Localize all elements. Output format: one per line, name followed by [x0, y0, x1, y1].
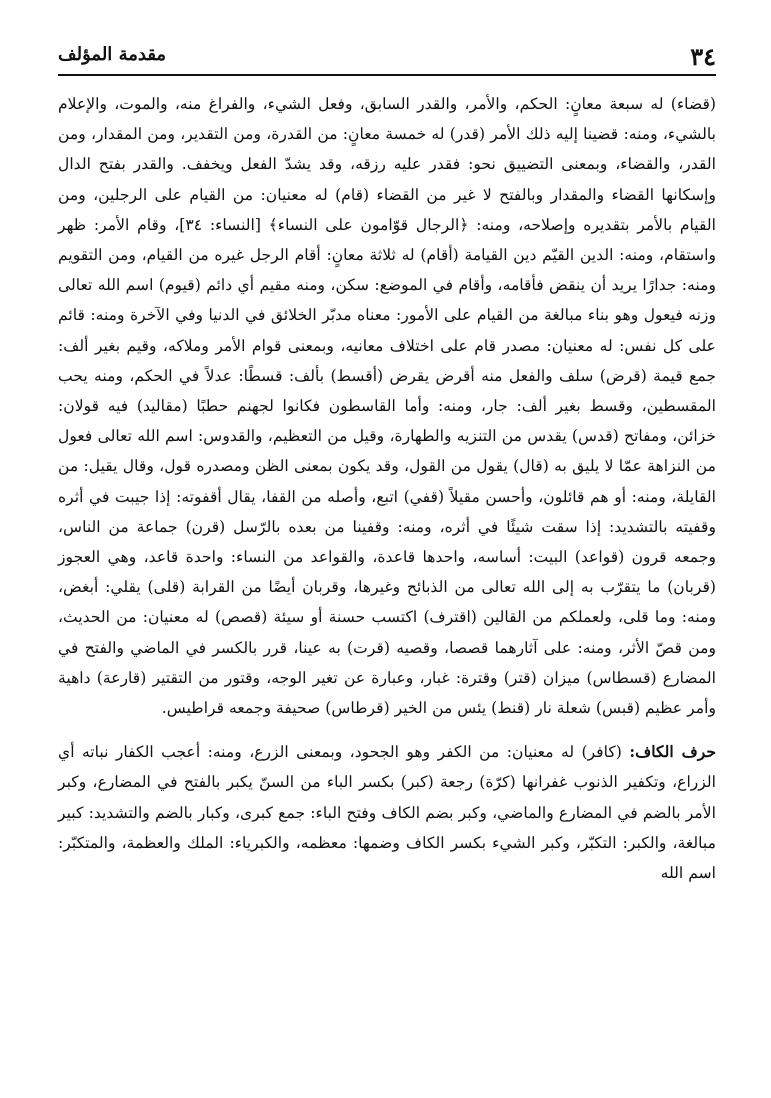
section-heading: حرف الكاف:	[629, 742, 716, 762]
page-header	[58, 40, 716, 76]
page-number: ٣٤	[690, 42, 716, 71]
section-text: (كافر) له معنيان: من الكفر وهو الجحود، وبمعنى الزرع، ومنه: أعجب الكفار نباته أي الزراع، وتكفير الذنوب غفرانها (كرّة) رجعة (كبر) بكسر الباء من السنّ يكبر بالفتح في المضارع، وكبر الأمر بالضم في المضارع والماضي، وكبر بضم الكاف وفتح الباء: جمع كبرى، وكبار بالضم والتشديد: كبير مبالغة، والكبر: التكبّر، وكبر الشيء بكسر الكاف وضمها: معظمه، والكبرياء: الملك والعظمة، والمتكبّر: اسم الله	[58, 743, 716, 883]
header-rule	[58, 74, 716, 76]
paragraph-qaf: (قضاء) له سبعة معانٍ: الحكم، والأمر، والقدر السابق، وفعل الشيء، والفراغ منه، والموت، والإعلام بالشيء، ومنه: قضينا إليه ذلك الأمر (قدر) له خمسة معانٍ: من القدرة، ومن التقدير، ومن المقدار، ومن القدر، والقضاء، وبمعنى التضييق نحو: فقدر عليه رزقه، وقد يشدّ الفعل ويخفف. والقدر بفتح الدال وإسكانها القضاء والمقدار وبالفتح لا غير من القضاء (قام) له معنيان: من القيام على الرجلين، ومن القيام بالأمر بتقديره وإصلاحه، ومنه: ﴿الرجال قوّامون على النساء﴾ [النساء: ٣٤]، وقام الأمر: ظهر واستقام، ومنه: الدين القيّم دين القيامة (أقام) له ثلاثة معانٍ: أقام الرجل غيره من القيام، ومن التقويم ومنه: جدارًا يريد أن ينقض فأقامه، وأقام في الموضع: سكن، ومنه مقيم أي دائم (قيوم) اسم الله تعالى وزنه فيعول وهو بناء مبالغة من القيام على الأمور: معناه مدبّر الخلائق في الدنيا وفي الآخرة ومنه: قائم على كل نفس: له معنيان: مصدر قام على اختلاف معانيه، وبمعنى قوام الأمر وملاكه، وقيم بغير ألف: جمع قيمة (قرض) سلف والفعل منه أقرض يقرض (أقسط) بألف: قسطًا: عدلاً في الحكم، ومنه يحب المقسطين، وقسط بغير ألف: جار، ومنه: وأما القاسطون فكانوا لجهنم حطبًا (مقاليد) فيه قولان: خزائن، ومفاتح (قدس) يقدس من التنزيه والطهارة، وقيل من التعظيم، والقدوس: اسم الله تعالى فعول من النزاهة عمّا لا يليق به (قال) يقول من القول، وقد يكون بمعنى الظن ومصدره قول، وقال يقيل: من القايلة، ومنه: أو هم قائلون، وأحسن مقيلاً (قفي) اتبع، وأصله من القفا، يقال أقفوته: إذا جيبت في أثره وقفيته بالتشديد: إذا سقت شيئًا في أثره، ومنه: وقفينا من بعده بالرّسل (قرن) جماعة من الناس، وجمعه قرون (قواعد) البيت: أساسه، واحدها قاعدة، والقواعد من النساء: واحدة قاعد، وهي العجوز (قربان) ما يتقرّب به إلى الله تعالى من الذبائح وغيرها، وقربان أيضًا من القرابة (قلى) يقلي: أبغض، ومنه: وما قلى، ولعملكم من القالين (اقترف) اكتسب حسنة أو سيئة (قصص) له معنيان: من الحديث، ومن قصّ الأثر، ومنه: على آثارهما قصصا، وقصيه (قرت) به عينا، قرر بالكسر في الماضي والفتح في المضارع (قسطاس) ميزان (قتر) وقترة: غبار، وعبارة عن تغير الوجه، وقتور من التقتير (قارعة) داهية وأمر عظيم (قبس) شعلة نار (قنط) يئس من الخير (قرطاس) صحيفة وجمعه قراطيس.	[58, 95, 716, 718]
body-text	[58, 89, 716, 888]
running-title: مقدمة المؤلف	[58, 44, 167, 65]
paragraph-kaf	[58, 737, 716, 888]
section-gap	[58, 723, 716, 737]
